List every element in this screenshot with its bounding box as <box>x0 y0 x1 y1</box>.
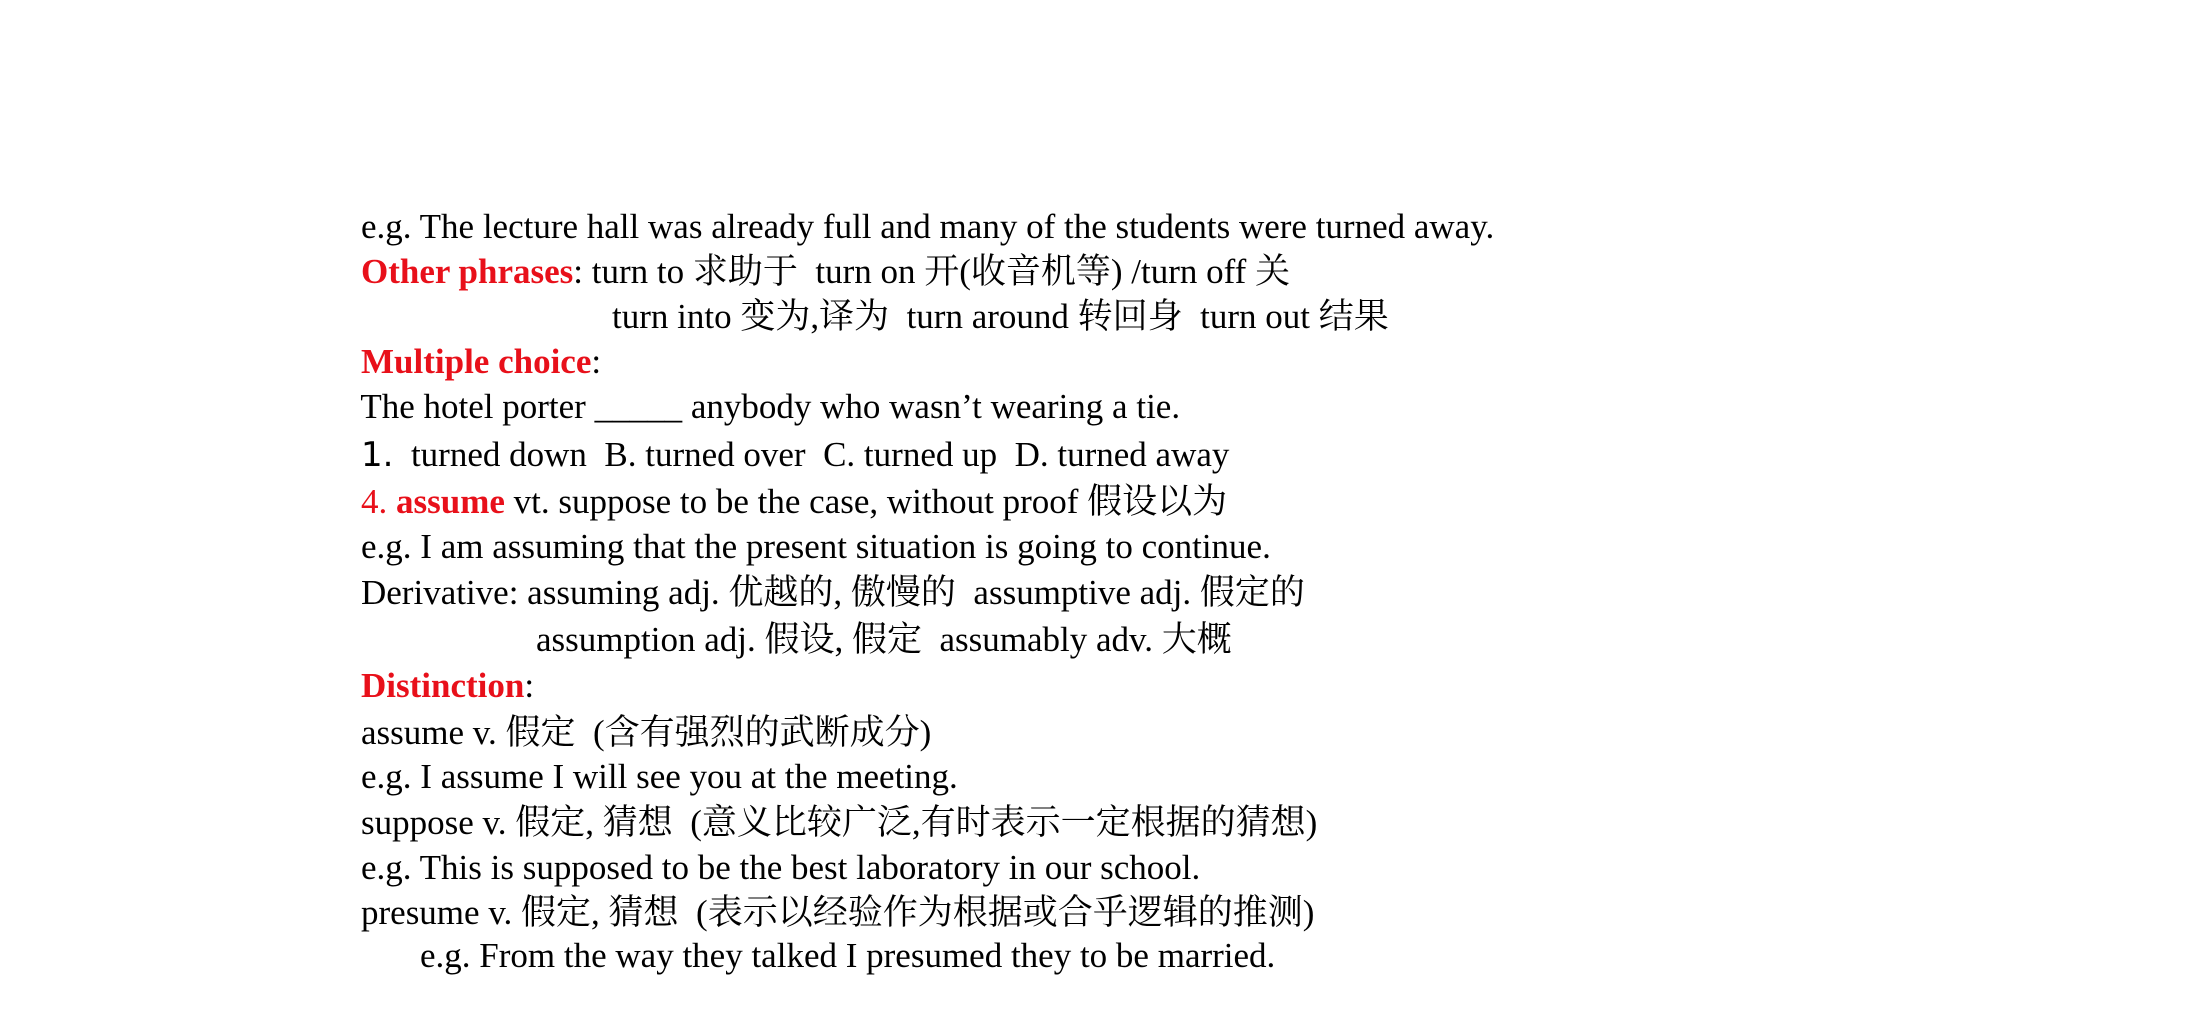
line-text: e.g. From the way they talked I presumed they to be married. <box>420 936 1276 975</box>
entry-word: assume <box>396 482 505 521</box>
line-text: e.g. The lecture hall was already full and many of the students were turned away. <box>361 207 1495 246</box>
other-phrases-label: Other phrases <box>361 252 574 291</box>
distinction-label: Distinction <box>361 666 525 705</box>
line-text: e.g. I assume I will see you at the meeting. <box>361 757 958 796</box>
line-text: assume v. 假定 (含有强烈的武断成分) <box>361 713 932 752</box>
options-text: turned down B. turned over C. turned up D. turned away <box>393 435 1230 474</box>
other-phrases-text: : turn to 求助于 turn on 开(收音机等) /turn off 关 <box>573 252 1291 291</box>
multiple-choice-colon: : <box>591 342 602 381</box>
line-text: e.g. I am assuming that the present situation is going to continue. <box>361 527 1271 566</box>
option-number: 1. <box>361 435 394 475</box>
line-text: presume v. 假定, 猜想 (表示以经验作为根据或合乎逻辑的推测) <box>361 893 1315 932</box>
entry-definition: vt. suppose to be the case, without proof 假设以为 <box>504 482 1228 521</box>
line-text: e.g. This is supposed to be the best laboratory in our school. <box>361 848 1201 887</box>
entry-number: 4. <box>361 482 396 521</box>
example-presume <box>385 890 1275 1022</box>
line-text: turn into 变为,译为 turn around 转回身 turn out 结果 <box>612 297 1389 336</box>
line-text: Derivative: assuming adj. 优越的, 傲慢的 assumptive adj. 假定的 <box>361 573 1305 612</box>
distinction-colon: : <box>524 666 535 705</box>
line-text: The hotel porter _____ anybody who wasn’t wearing a tie. <box>360 387 1181 426</box>
line-text: assumption adj. 假设, 假定 assumably adv. 大概 <box>536 620 1232 659</box>
multiple-choice-label: Multiple choice <box>361 342 592 381</box>
line-text: suppose v. 假定, 猜想 (意义比较广泛,有时表示一定根据的猜想) <box>361 803 1318 842</box>
